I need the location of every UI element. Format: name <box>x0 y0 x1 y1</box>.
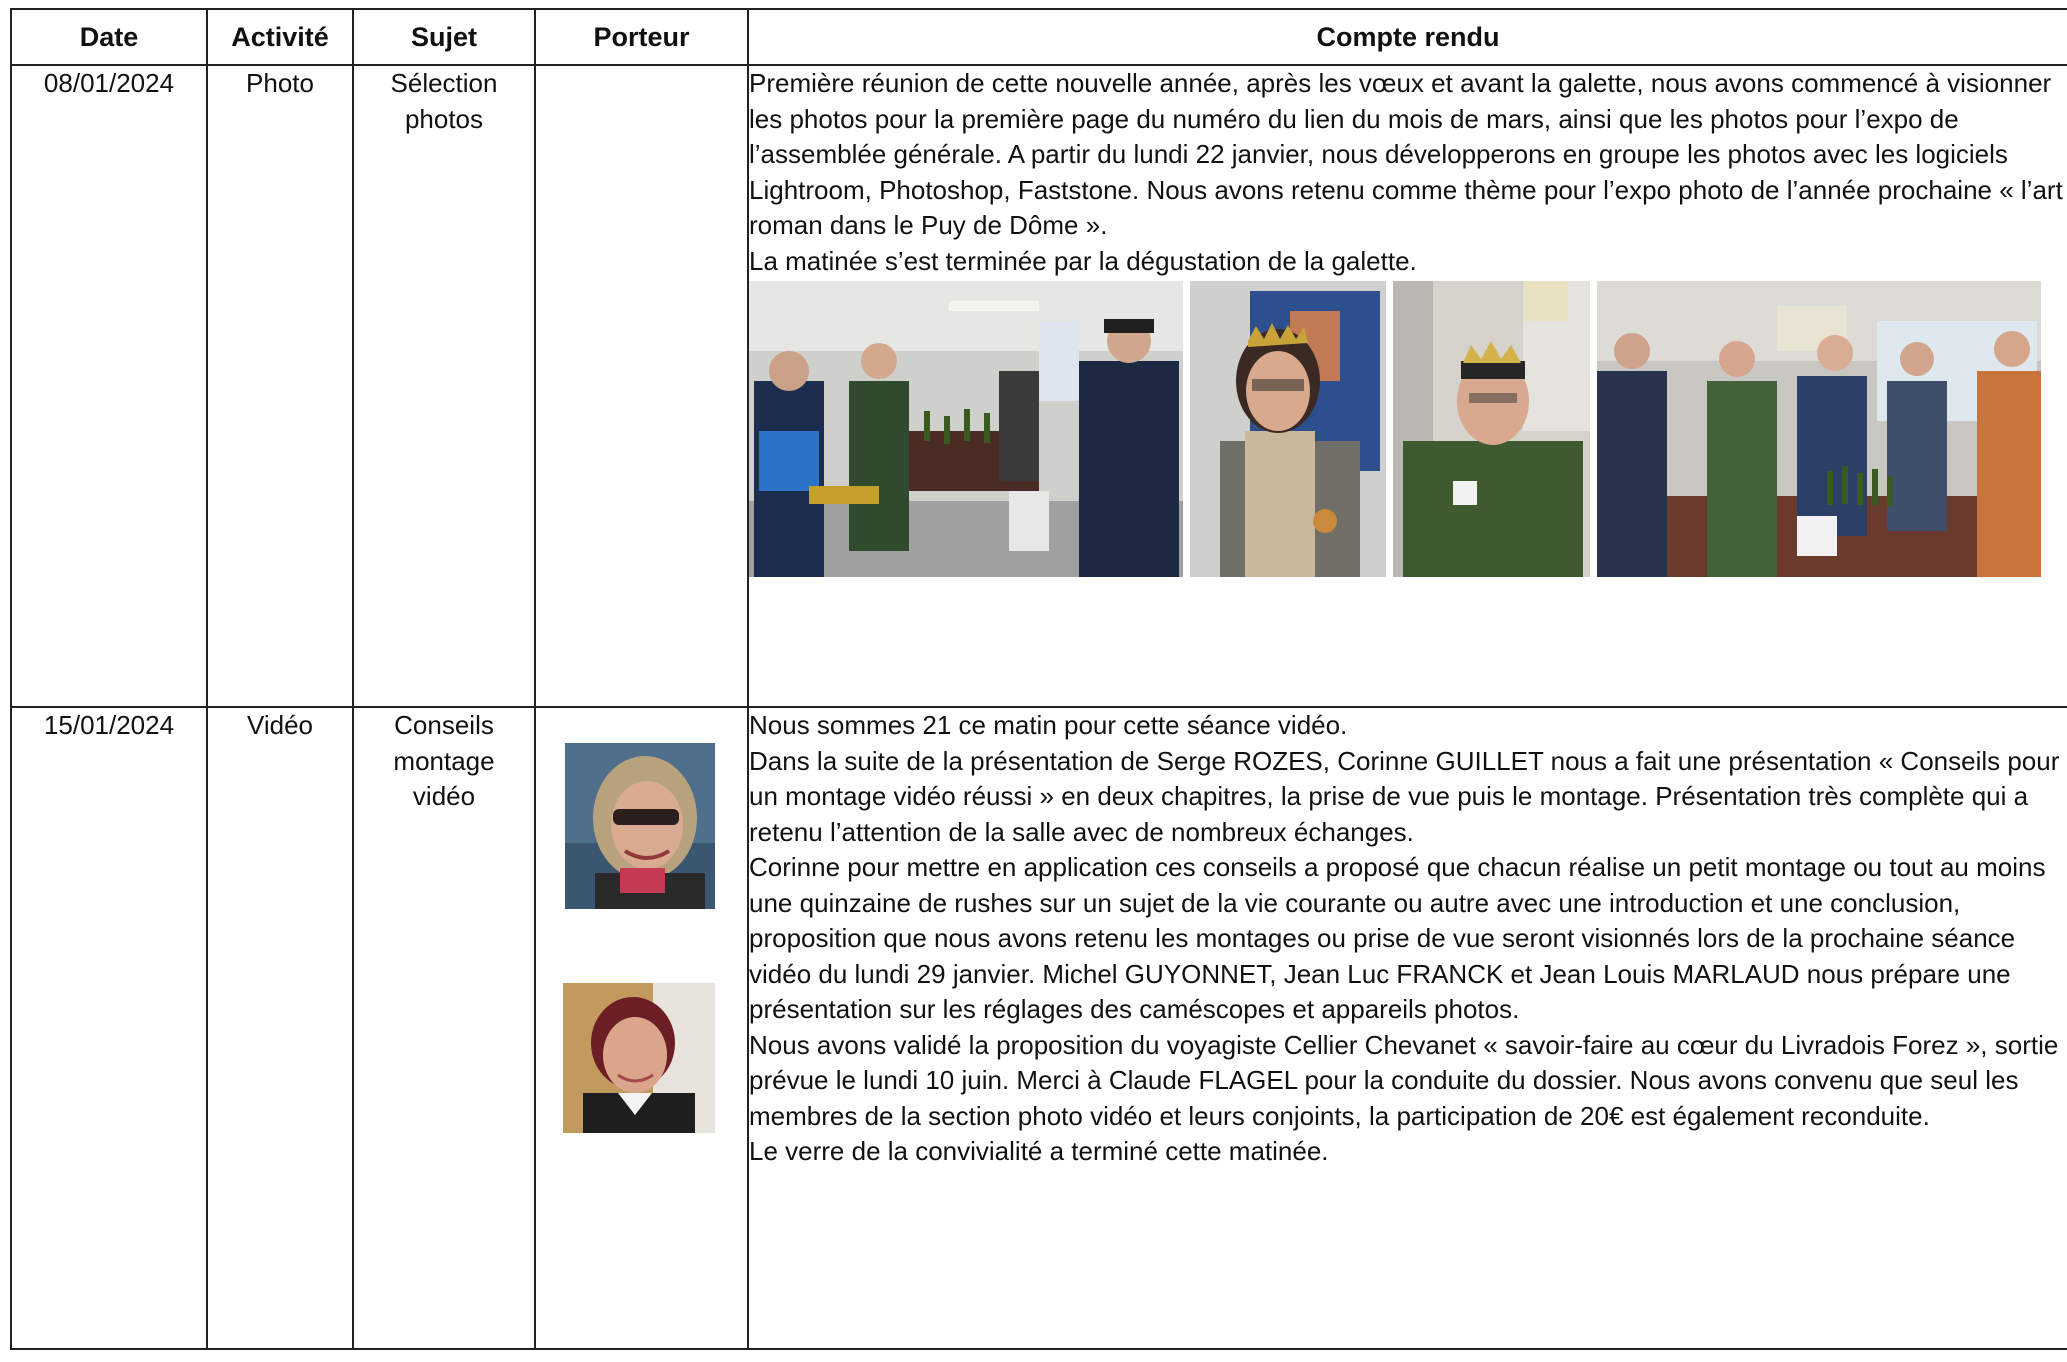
header-date: Date <box>11 9 207 65</box>
header-sujet: Sujet <box>353 9 535 65</box>
sujet-line: Sélection <box>390 68 498 98</box>
table-row <box>11 65 2067 707</box>
man-with-crown-photo <box>1393 281 1590 577</box>
header-compte-rendu: Compte rendu <box>748 9 2067 65</box>
report-table <box>10 8 2067 1350</box>
sujet-cell <box>353 65 535 707</box>
group-photo-tasting <box>1597 281 2041 577</box>
compte-rendu-cell <box>748 65 2067 707</box>
report-sheet <box>10 8 2067 1350</box>
activite-cell: Vidéo <box>207 707 353 1349</box>
sujet-cell <box>353 707 535 1349</box>
report-paragraph: Dans la suite de la présentation de Serge ROZES, Corinne GUILLET nous a fait une présentation « Conseils pour un montage vidéo réussi » en deux chapitres, la prise de vue puis le montage. Présentation très complète qui a retenu l’attention de la salle avec de nombreux échanges. <box>749 745 2060 847</box>
header-porteur: Porteur <box>535 9 748 65</box>
portrait-woman-red-hair <box>563 983 715 1133</box>
header-row <box>11 9 2067 65</box>
sujet-line: vidéo <box>412 781 476 811</box>
porteur-cell <box>535 65 748 707</box>
date-cell: 08/01/2024 <box>11 65 207 707</box>
header-activite: Activité <box>207 9 353 65</box>
report-paragraph: Première réunion de cette nouvelle année, après les vœux et avant la galette, nous avons commencé à visionner les photos pour la première page du numéro du lien du mois de mars, ainsi que les photos pour l’expo de l’assemblée générale. A partir du lundi 22 janvier, nous développerons en groupe les photos avec les logiciels Lightroom, Photoshop, Faststone. Nous avons retenu comme thème pour l’expo photo de l’année prochaine « l’art roman dans le Puy de Dôme ». <box>749 68 2063 240</box>
report-paragraph: Le verre de la convivialité a terminé cette matinée. <box>749 1136 1329 1166</box>
porteur-cell <box>535 707 748 1349</box>
sujet-line: photos <box>404 103 484 134</box>
report-paragraph: La matinée s’est terminée par la dégustation de la galette. <box>749 245 1417 276</box>
report-paragraph: Corinne pour mettre en application ces conseils a proposé que chacun réalise un petit montage ou tout au moins une quinzaine de rushes sur un sujet de la vie courante ou autre avec une introduction et une conclusion, proposition que nous avons retenu les montages ou prise de vue seront visionnés lors de la prochaine séance vidéo du lundi 29 janvier. Michel GUYONNET, Jean Luc FRANCK et Jean Louis MARLAUD nous prépare une présentation sur les réglages des caméscopes et appareils photos. <box>749 852 2046 1024</box>
report-paragraph: Nous sommes 21 ce matin pour cette séance vidéo. <box>749 710 1348 740</box>
report-paragraph: Nous avons validé la proposition du voyagiste Cellier Chevanet « savoir-faire au cœur du Livradois Forez », sortie prévue le lundi 10 juin. Merci à Claude FLAGEL pour la conduite du dossier. Nous avons convenu que seul les membres de la section photo vidéo et leurs conjoints, la participation de 20€ est également reconduite. <box>749 1029 2059 1131</box>
table-row <box>11 707 2067 1349</box>
photo-strip <box>749 281 2067 577</box>
portrait-woman-sunglasses <box>565 743 715 909</box>
woman-with-crown-photo <box>1190 281 1386 577</box>
date-cell: 15/01/2024 <box>11 707 207 1349</box>
activite-cell: Photo <box>207 65 353 707</box>
sujet-line: Conseils <box>394 710 494 740</box>
compte-rendu-cell <box>748 707 2067 1349</box>
group-photo-room <box>749 281 1183 577</box>
sujet-line: montage <box>393 745 495 776</box>
